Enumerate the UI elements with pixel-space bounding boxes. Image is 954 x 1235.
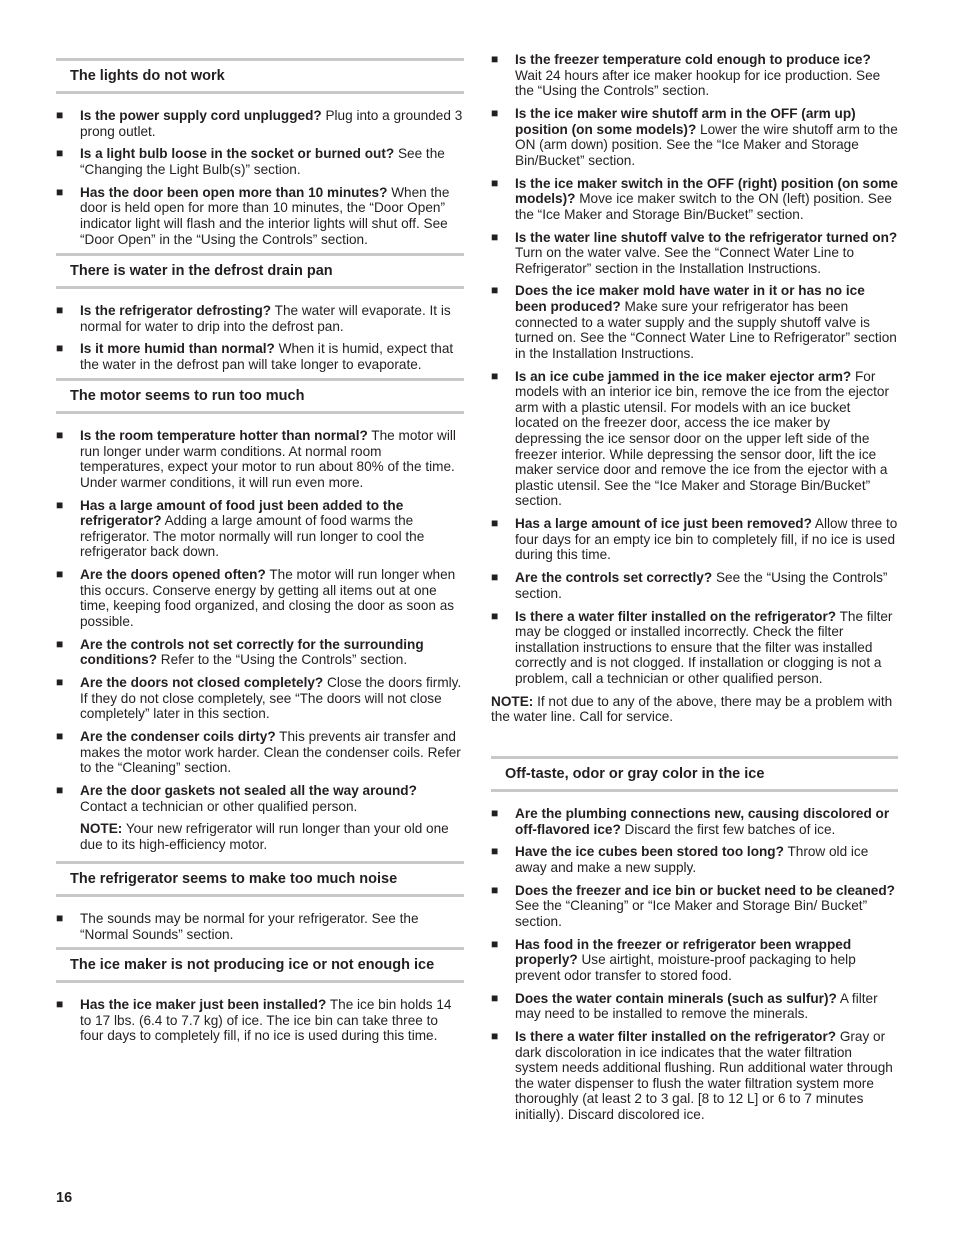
bullet-list [56, 428, 464, 853]
answer-text: See the “Changing the Light Bulb(s)” section. [80, 146, 445, 177]
question-text: Are the doors not closed completely? [80, 675, 324, 691]
list-item [491, 883, 898, 930]
section-heading: The refrigerator seems to make too much noise [56, 861, 464, 897]
list-item [491, 369, 898, 509]
list-item [56, 997, 464, 1044]
question-text: Does the ice maker mold have water in it or has no ice been produced? [515, 283, 865, 315]
answer-text: The water will evaporate. It is normal for water to drip into the defrost pan. [80, 303, 451, 334]
list-item [56, 911, 464, 942]
bullet-list [56, 108, 464, 247]
section-motor-runs-too-much [56, 378, 464, 853]
answer-text: Adding a large amount of food warms the refrigerator. The motor normally will run longer to cool the refrigerator back down. [80, 513, 425, 560]
question-text: Is the room temperature hotter than normal? [80, 428, 368, 443]
note [491, 694, 898, 725]
answer-text: The filter may be clogged or installed incorrectly. Check the filter installation instructions to ensure that the filter was installed correctly and is not clogged. If installation or clogging is not a problem, call a technician or other qualified person. [515, 608, 893, 686]
bullet-icon: ■ [491, 52, 499, 66]
bullet-icon: ■ [491, 806, 499, 820]
bullet-icon: ■ [491, 882, 499, 897]
bullet-icon: ■ [491, 990, 499, 1005]
answer-text: For models with an interior ice bin, remove the ice from the ejector arm with a plastic utensil. For models with an ice bucket located on the freezer door, access the ice maker by depressing the ice sensor door on the upper left side of the freezer interior. While depressing the sensor door, lift the ice maker service door and remove the ice from the ejector with a plastic utensil. See the “Ice Maker and Storage Bin/Bucket” section. [515, 368, 889, 509]
answer-text: Make sure your refrigerator has been connected to a water supply and the supply shutoff valve is turned on. See the “Connect Water Line to Refrigerator” section in the Installation Instructions. [515, 299, 897, 361]
bullet-icon: ■ [56, 497, 64, 512]
answer-text: Close the doors firmly. If they do not close completely, see “The doors will not close completely” later in this section. [80, 675, 462, 722]
section-too-much-noise [56, 861, 464, 949]
list-item [56, 729, 464, 776]
section-heading: The ice maker is not producing ice or not enough ice [56, 947, 464, 983]
list-item [491, 176, 898, 223]
list-item [491, 991, 898, 1022]
bullet-icon: ■ [56, 729, 64, 744]
bullet-icon: ■ [56, 783, 64, 797]
bullet-list [56, 997, 464, 1044]
bullet-icon: ■ [56, 303, 64, 317]
bullet-icon: ■ [491, 229, 499, 244]
bullet-icon: ■ [491, 844, 499, 859]
list-item [491, 806, 898, 837]
question-text: Are the door gaskets not sealed all the way around? [80, 783, 417, 798]
bullet-icon: ■ [56, 675, 64, 690]
section-heading: The lights do not work [56, 58, 464, 94]
bullet-list [491, 806, 898, 1123]
bullet-icon: ■ [56, 428, 64, 442]
question-text: Has the ice maker just been installed? [80, 997, 327, 1012]
answer-text: Discard the first few batches of ice. [620, 821, 836, 837]
section-ice-maker-not-producing [56, 947, 464, 1051]
note-label: NOTE: [80, 821, 123, 837]
list-item [56, 637, 464, 668]
note-label: NOTE: [491, 693, 534, 709]
list-item [56, 341, 464, 372]
list-item [491, 570, 898, 601]
list-item [56, 185, 464, 247]
list-item [56, 146, 464, 177]
answer-text: When the door is held open for more than 10 minutes, the “Door Open” indicator light will flash and the interior lights will shut off. See “Door Open” in the “Using the Controls” section. [80, 184, 450, 247]
answer-text: Move ice maker switch to the ON (left) position. See the “Ice Maker and Storage Bin/Bucket” section. [515, 191, 892, 222]
answer-text: A filter may need to be installed to remove the minerals. [515, 990, 878, 1022]
question-text: Is the freezer temperature cold enough to produce ice? [515, 52, 871, 67]
section-heading: The motor seems to run too much [56, 378, 464, 414]
answer-text: The sounds may be normal for your refrigerator. See the “Normal Sounds” section. [80, 911, 419, 942]
question-text: Is an ice cube jammed in the ice maker ejector arm? [515, 368, 852, 384]
note-text: If not due to any of the above, there may be a problem with the water line. Call for service. [491, 693, 893, 725]
answer-text: Use airtight, moisture-proof packaging to help prevent odor transfer to stored food. [515, 952, 856, 983]
question-text: Is there a water filter installed on the refrigerator? [515, 608, 837, 624]
answer-text: Turn on the water valve. See the “Connect Water Line to Refrigerator” section in the Installation Instructions. [515, 245, 855, 276]
question-text: Have the ice cubes been stored too long? [515, 844, 784, 860]
list-item [56, 428, 464, 490]
bullet-icon: ■ [491, 175, 499, 190]
answer-text: Plug into a grounded 3 prong outlet. [80, 108, 463, 139]
answer-text: Refer to the “Using the Controls” section. [157, 652, 408, 668]
bullet-icon: ■ [491, 368, 499, 383]
section-off-taste-odor [491, 756, 898, 1130]
question-text: Are the controls set correctly? [515, 570, 713, 586]
bullet-icon: ■ [56, 146, 64, 161]
list-item [56, 303, 464, 334]
list-item [491, 1029, 898, 1123]
answer-text: Lower the wire shutoff arm to the ON (arm down) position. See the “Ice Maker and Storage Bin/Bucket” section. [515, 121, 898, 168]
list-item [56, 108, 464, 139]
bullet-list [56, 303, 464, 373]
bullet-icon: ■ [491, 1029, 499, 1044]
bullet-icon: ■ [56, 184, 64, 199]
list-item [56, 567, 464, 629]
question-text: Are the condenser coils dirty? [80, 729, 276, 745]
bullet-icon: ■ [56, 108, 64, 122]
question-text: Is the ice maker switch in the OFF (right) position (on some models)? [515, 175, 898, 207]
list-item [491, 844, 898, 875]
question-text: Is a light bulb loose in the socket or burned out? [80, 146, 395, 162]
bullet-icon: ■ [56, 911, 64, 925]
answer-text: Contact a technician or other qualified person. [80, 798, 358, 814]
section-heading: There is water in the defrost drain pan [56, 253, 464, 289]
list-item [491, 516, 898, 563]
bullet-icon: ■ [56, 997, 64, 1011]
question-text: Is the refrigerator defrosting? [80, 303, 272, 318]
answer-text: Wait 24 hours after ice maker hookup for ice production. See the “Using the Controls” section. [515, 67, 881, 99]
question-text: Has the door been open more than 10 minutes? [80, 184, 388, 200]
bullet-icon: ■ [56, 567, 64, 582]
answer-text: See the “Using the Controls” section. [515, 570, 888, 601]
bullet-icon: ■ [491, 283, 499, 298]
answer-text: Throw old ice away and make a new supply. [515, 844, 869, 875]
list-item [56, 783, 464, 814]
bullet-list [491, 52, 898, 686]
question-text: Is the ice maker wire shutoff arm in the OFF (arm up) position (on some models)? [515, 105, 856, 137]
list-item [491, 609, 898, 687]
answer-text: See the “Cleaning” or “Ice Maker and Storage Bin/ Bucket” section. [515, 898, 868, 929]
bullet-icon: ■ [491, 516, 499, 531]
note-text: Your new refrigerator will run longer than your old one due to its high-efficiency motor. [80, 821, 449, 852]
list-item [491, 937, 898, 984]
question-text: Are the doors opened often? [80, 567, 266, 583]
bullet-icon: ■ [56, 636, 64, 651]
list-item [56, 498, 464, 560]
question-text: Is the power supply cord unplugged? [80, 108, 322, 123]
ice-maker-continued [491, 52, 898, 725]
answer-text: The motor will run longer when this occurs. Conserve energy by getting all items out at one time, keeping food organized, and closing the door as soon as possible. [80, 567, 456, 629]
question-text: Has a large amount of ice just been removed? [515, 516, 812, 532]
question-text: Does the freezer and ice bin or bucket need to be cleaned? [515, 882, 895, 898]
section-heading: Off-taste, odor or gray color in the ice [491, 756, 898, 792]
question-text: Are the controls not set correctly for the surrounding conditions? [80, 636, 424, 668]
question-text: Is it more humid than normal? [80, 341, 275, 357]
answer-text: The ice bin holds 14 to 17 lbs. (6.4 to 7.7 kg) of ice. The ice bin can take three to four days to completely fill, if no ice is used during this time. [80, 997, 452, 1044]
bullet-icon: ■ [491, 570, 499, 585]
bullet-icon: ■ [491, 936, 499, 951]
answer-text: This prevents air transfer and makes the motor work harder. Clean the condenser coils. Refer to the “Cleaning” section. [80, 729, 461, 776]
list-item [491, 52, 898, 99]
list-item [491, 230, 898, 277]
answer-text: Allow three to four days for an empty ice bin to completely fill, if no ice is used during this time. [515, 516, 898, 563]
bullet-icon: ■ [56, 341, 64, 356]
question-text: Are the plumbing connections new, causing discolored or off-flavored ice? [515, 806, 890, 837]
note [56, 821, 464, 852]
list-item [491, 106, 898, 168]
answer-text: Gray or dark discoloration in ice indicates that the water filtration system needs additional flushing. Run additional water through the water dispenser to flush the water filtration system more thoroughly (at least 2 to 3 gal. [8 to 12 L] or 6 to 7 minutes initially). Discard discolored ice. [515, 1029, 893, 1123]
question-text: Has food in the freezer or refrigerator been wrapped properly? [515, 936, 852, 968]
bullet-icon: ■ [491, 105, 499, 120]
bullet-icon: ■ [491, 608, 499, 623]
question-text: Is the water line shutoff valve to the refrigerator turned on? [515, 229, 898, 245]
question-text: Is there a water filter installed on the refrigerator? [515, 1029, 837, 1045]
section-lights [56, 58, 464, 254]
bullet-list [56, 911, 464, 942]
list-item [491, 283, 898, 361]
section-defrost-drain-pan [56, 253, 464, 380]
answer-text: The motor will run longer under warm conditions. At normal room temperatures, expect your motor to run about 80% of the time. Under warmer conditions, it will run even more. [80, 428, 456, 490]
list-item [56, 675, 464, 722]
question-text: Has a large amount of food just been added to the refrigerator? [80, 497, 404, 529]
page-number: 16 [56, 1190, 73, 1206]
question-text: Does the water contain minerals (such as sulfur)? [515, 990, 837, 1006]
answer-text: When it is humid, expect that the water in the defrost pan will take longer to evaporate. [80, 341, 454, 372]
